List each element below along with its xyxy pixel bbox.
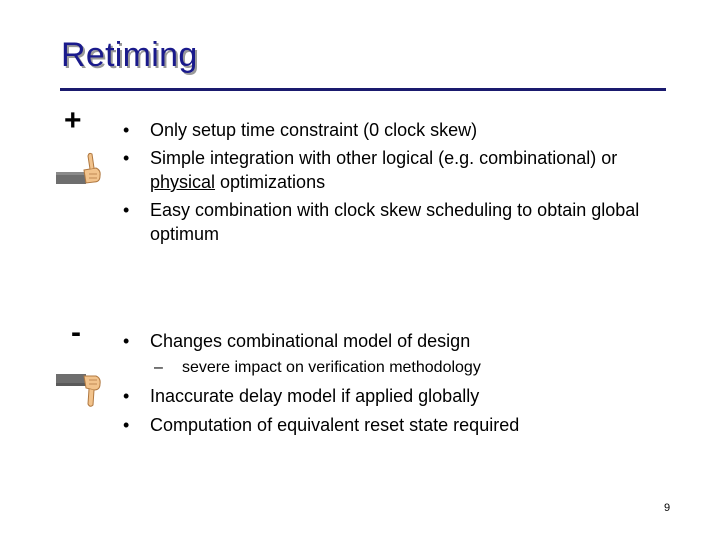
bullet-pro-2 bbox=[123, 146, 710, 194]
bullet-text: Inaccurate delay model if applied globally bbox=[150, 386, 480, 406]
title-rule bbox=[60, 88, 666, 91]
sub-bullet-con bbox=[154, 358, 481, 378]
bullet-dot: • bbox=[123, 331, 130, 351]
bullet-text-cont: optimum bbox=[150, 224, 220, 244]
underlined-word: physical bbox=[150, 172, 216, 192]
thumbs-up-hand-icon bbox=[56, 150, 102, 195]
bullet-dot: • bbox=[123, 148, 130, 168]
bullet-pro-1 bbox=[123, 118, 710, 142]
bullet-pro-3 bbox=[123, 198, 710, 246]
bullet-con-3 bbox=[123, 413, 710, 437]
bullet-dot: • bbox=[123, 120, 130, 140]
page-number: 9 bbox=[664, 502, 671, 514]
bullet-text: Changes combinational model of design bbox=[150, 331, 471, 351]
bullet-con-2 bbox=[123, 384, 710, 408]
bullet-dot: • bbox=[123, 386, 130, 406]
sub-bullet-text: severe impact on verification methodology bbox=[182, 359, 481, 376]
bullet-text: Simple integration with other logical (e.g. combinational) or bbox=[150, 148, 618, 168]
slide-title: Retiming bbox=[61, 36, 198, 74]
bullet-text-cont: optimizations bbox=[215, 172, 326, 192]
bullet-text: Computation of equivalent reset state required bbox=[150, 415, 520, 435]
minus-sign: - bbox=[71, 316, 81, 349]
bullet-text: Only setup time constraint (0 clock skew) bbox=[150, 120, 478, 140]
bullet-dot: • bbox=[123, 200, 130, 220]
plus-sign: + bbox=[64, 104, 82, 137]
bullet-text: Easy combination with clock skew scheduling to obtain global bbox=[150, 200, 640, 220]
bullet-dot: • bbox=[123, 415, 130, 435]
bullet-con-1 bbox=[123, 329, 710, 353]
sub-bullet-dash: – bbox=[154, 359, 163, 376]
thumbs-down-hand-icon bbox=[56, 368, 102, 417]
